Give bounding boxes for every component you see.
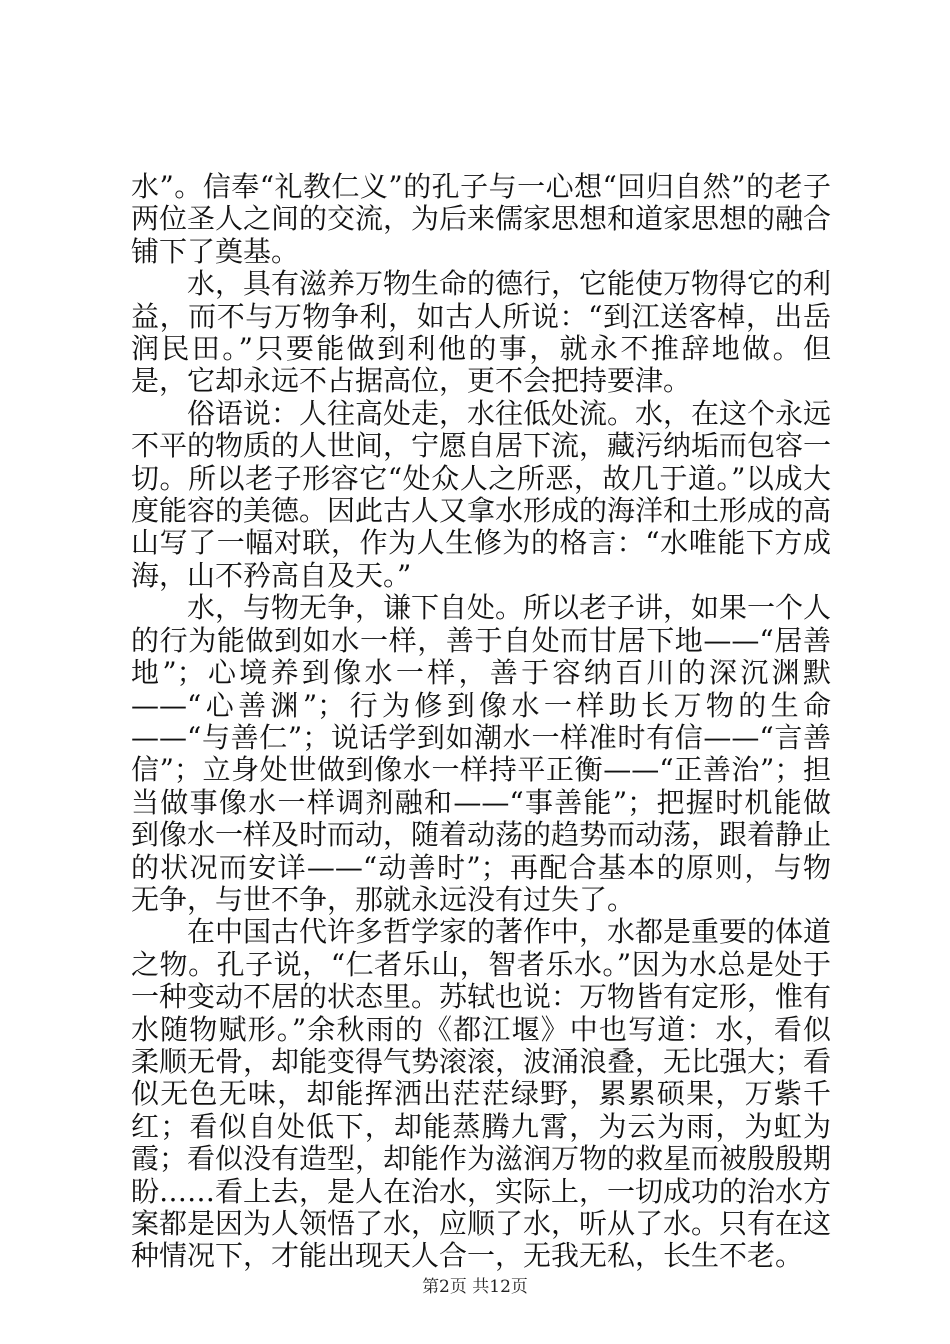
paragraph: 在中国古代许多哲学家的著作中，水都是重要的体道之物。孔子说，“仁者乐山，智者乐水。”因为水总是处于一种变动不居的状态里。苏轼也说：万物皆有定形，惟有水随物赋形。”余秋雨的《都江堰》中也写道：水，看似柔顺无骨，却能变得气势滚滚，波涌浪叠，无比强大；看似无色无味，却能挥洒出茫茫绿野，累累硕果，万紫千红；看似自处低下，却能蒸腾九霄，为云为雨，为虹为霞；看似没有造型，却能作为滋润万物的救星而被殷殷期盼……看上去，是人在治水，实际上，一切成功的治水方案都是因为人领悟了水，应顺了水，听从了水。只有在这种情况下，才能出现天人合一，无我无私，长生不老。 bbox=[131, 915, 832, 1273]
paragraph: 俗语说：人往高处走，水往低处流。水，在这个永远不平的物质的人世间，宁愿自居下流，藏污纳垢而包容一切。所以老子形容它“处众人之所恶，故几于道。”以成大度能容的美德。因此古人又拿水形成的海洋和土形成的高山写了一幅对联，作为人生修为的格言：“水唯能下方成海，山不矜高自及天。” bbox=[131, 396, 832, 592]
paragraph: 水，与物无争，谦下自处。所以老子讲，如果一个人的行为能做到如水一样，善于自处而甘居下地——“居善地”；心境养到像水一样，善于容纳百川的深沉渊默——“心善渊”；行为修到像水一样助长万物的生命——“与善仁”；说话学到如潮水一样准时有信——“言善信”；立身处世做到像水一样持平正衡——“正善治”；担当做事像水一样调剂融和——“事善能”；把握时机能做到像水一样及时而动，随着动荡的趋势而动荡，跟着静止的状况而安详——“动善时”；再配合基本的原则，与物无争，与世不争，那就永远没有过失了。 bbox=[131, 591, 832, 916]
paragraph: 水，具有滋养万物生命的德行，它能使万物得它的利益，而不与万物争利，如古人所说：“到江送客棹，出岳润民田。”只要能做到利他的事，就永不推辞地做。但是，它却永远不占据高位，更不会把持要津。 bbox=[131, 267, 832, 398]
page-number-footer: 第2页 共12页 bbox=[422, 1277, 528, 1297]
paragraph-continuation: 水”。信奉“礼教仁义”的孔子与一心想“回归自然”的老子两位圣人之间的交流，为后来儒家思想和道家思想的融合铺下了奠基。 bbox=[131, 170, 832, 268]
body-text bbox=[131, 171, 831, 1273]
